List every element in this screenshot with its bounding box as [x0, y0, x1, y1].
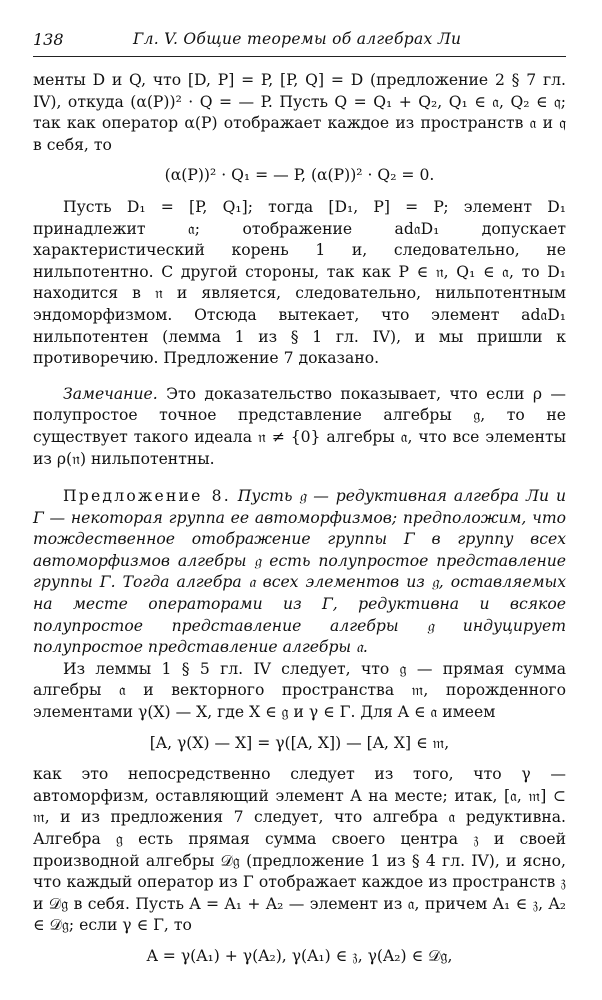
- page-body: [33, 70, 566, 978]
- page-header: [33, 26, 566, 57]
- remark-label: Замечание.: [63, 384, 158, 403]
- equation-1: (α(P))² · Q₁ = — P, (α(P))² · Q₂ = 0.: [164, 166, 435, 185]
- proposition-8: [33, 486, 566, 659]
- proposition-label: Предложение 8.: [63, 487, 231, 506]
- paragraph-3: Из леммы 1 § 5 гл. IV следует, что 𝔤 — прямая сумма алгебры 𝔞 и векторного пространства 𝔪, порожденного элементами γ(X) — X, где X ∈ 𝔤 и γ ∈ Γ. Для A ∈ 𝔞 имеем: [33, 659, 566, 722]
- equation-3: A = γ(A₁) + γ(A₂), γ(A₁) ∈ 𝔷, γ(A₂) ∈ 𝒟𝔤,: [146, 946, 453, 965]
- remark: [33, 384, 566, 470]
- paragraph-4: как это непосредственно следует из того, что γ — автоморфизм, оставляющий элемент A на месте; итак, [𝔞, 𝔪] ⊂ 𝔪, и из предложения 7 следует, что алгебра 𝔞 редуктивна. Алгебра 𝔤 есть прямая сумма своего центра 𝔷 и своей производной алгебры 𝒟𝔤 (предложение 1 из § 4 гл. IV), и ясно, что каждый оператор из Γ отображает каждое из пространств 𝔷 и 𝒟𝔤 в себя. Пусть A = A₁ + A₂ — элемент из 𝔞, причем A₁ ∈ 𝔷, A₂ ∈ 𝒟𝔤; если γ ∈ Γ, то: [33, 765, 566, 935]
- equation-2: [A, γ(X) — X] = γ([A, X]) — [A, X] ∈ 𝔪,: [149, 733, 450, 752]
- paragraph-2: Пусть D₁ = [P, Q₁]; тогда [D₁, P] = P; элемент D₁ принадлежит 𝔞; отображение ad𝔞D₁ допускает характеристический корень 1 и, следовательно, не нильпотентно. С другой стороны, так как P ∈ 𝔫, Q₁ ∈ 𝔞, то D₁ находится в 𝔫 и является, следовательно, нильпотентным эндоморфизмом. Отсюда вытекает, что элемент ad𝔞D₁ нильпотентен (лемма 1 из § 1 гл. IV), и мы пришли к противоречию. Предложение 7 доказано.: [33, 197, 566, 368]
- remark-text: Это доказательство показывает, что если ρ — полупростое точное представление алгебры 𝔤, то не существует такого идеала 𝔫 ≠ {0} алгебры 𝔞, что все элементы из ρ(𝔫) нильпотентны.: [33, 384, 566, 468]
- running-head: Гл. V. Общие теоремы об алгебрах Ли: [133, 30, 462, 48]
- proposition-text: Пусть 𝔤 — редуктивная алгебра Ли и Γ — некоторая группа ее автоморфизмов; предположим, что тождественное отображение группы Γ в группу всех автоморфизмов алгебры 𝔤 есть полупростое представление группы Γ. Тогда алгебра 𝔞 всех элементов из 𝔤, оставляемых на месте операторами из Γ, редуктивна и всякое полупростое представление алгебры 𝔤 индуцирует полупростое представление алгебры 𝔞.: [33, 487, 566, 657]
- page-number: 138: [33, 30, 64, 49]
- paragraph-1: менты D и Q, что [D, P] = P, [P, Q] = D (предложение 2 § 7 гл. IV), откуда (α(P))² · Q = — P. Пусть Q = Q₁ + Q₂, Q₁ ∈ 𝔞, Q₂ ∈ 𝔮; так как оператор α(P) отображает каждое из пространств 𝔞 и 𝔮 в себя, то: [33, 71, 566, 154]
